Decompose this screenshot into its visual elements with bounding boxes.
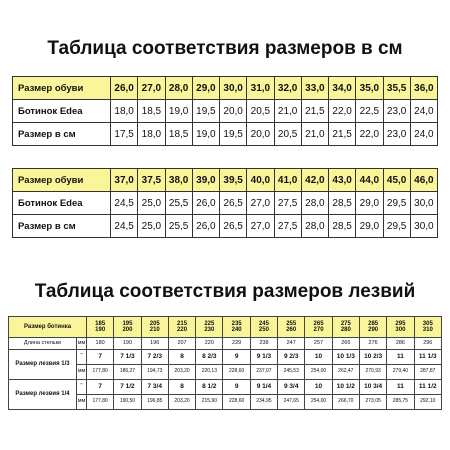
size-cell: 24,5 [111,215,138,238]
size-cell: 21,5 [329,123,356,146]
size-cell: 19,5 [220,123,247,146]
size-cell: 29,0 [356,215,383,238]
size-cell: 35,0 [356,77,383,100]
boot-size-cell: 275 280 [332,317,359,338]
size-cell: 27,5 [274,215,301,238]
blade13-label: Размер лезвия 1/3 [9,350,77,380]
blade14-inch-cell: 8 [168,380,195,395]
insole-cell: 286 [387,338,414,350]
size-cell: 36,0 [410,77,437,100]
blade14-inch-row [9,380,442,395]
insole-cell: 238 [250,338,277,350]
size-cell: 29,0 [192,77,219,100]
boot-size-cell: 295 300 [387,317,414,338]
blade13-inch-cell: 7 [87,350,114,365]
size-cell: 25,0 [138,192,165,215]
size-cell: 29,5 [383,192,410,215]
size-row [13,123,438,146]
insole-label: Длина стельки [9,338,77,350]
blade14-inch-cell: 11 [387,380,414,395]
blade13-mm-cell: 279,40 [387,365,414,380]
blade14-inch-cell: 10 [305,380,332,395]
size-cell: 24,0 [410,123,437,146]
blade14-inch-cell: 10 3/4 [359,380,386,395]
blade13-mm-cell: 254,00 [305,365,332,380]
size-cell: 30,0 [220,77,247,100]
size-cell: 28,0 [165,77,192,100]
row-label: Размер в см [13,215,111,238]
size-cell: 24,5 [111,192,138,215]
boot-size-cell: 255 260 [278,317,305,338]
size-cell: 34,0 [329,77,356,100]
size-cell: 19,5 [192,100,219,123]
blade13-mm-cell: 270,93 [359,365,386,380]
size-cell: 29,0 [356,192,383,215]
blade13-inch-cell: 10 [305,350,332,365]
blade14-mm-cell: 196,85 [141,395,168,410]
blade14-inch-cell: 8 1/2 [196,380,223,395]
size-cell: 32,0 [274,77,301,100]
blade13-inch-row [9,350,442,365]
blade13-inch-cell: 10 1/3 [332,350,359,365]
size-cell: 22,0 [329,100,356,123]
size-cell: 19,0 [192,123,219,146]
blade13-inch-unit: " [77,350,87,365]
size-row [13,169,438,192]
blade14-mm-cell: 273,05 [359,395,386,410]
blade13-mm-cell: 194,73 [141,365,168,380]
insole-cell: 276 [359,338,386,350]
blade14-inch-cell: 7 1/2 [114,380,141,395]
boot-size-cell: 285 290 [359,317,386,338]
insole-cell: 220 [196,338,223,350]
boot-size-cell: 195 200 [114,317,141,338]
blade13-inch-cell: 7 1/3 [114,350,141,365]
blade14-inch-cell: 10 1/2 [332,380,359,395]
blade14-mm-unit: мм [77,395,87,410]
blade13-inch-cell: 7 2/3 [141,350,168,365]
size-cell: 26,5 [220,192,247,215]
size-cell: 30,0 [410,215,437,238]
size-cell: 46,0 [410,169,437,192]
blade13-mm-cell: 177,80 [87,365,114,380]
blade14-mm-cell: 203,20 [168,395,195,410]
blade-size-table [8,316,442,410]
size-cell: 26,0 [192,215,219,238]
size-cell: 19,0 [165,100,192,123]
size-cell: 33,0 [301,77,328,100]
size-cell: 41,0 [274,169,301,192]
boot-size-cell: 265 270 [305,317,332,338]
size-cell: 25,5 [165,192,192,215]
boot-size-cell: 245 250 [250,317,277,338]
size-cell: 28,5 [329,215,356,238]
blade14-mm-cell: 177,80 [87,395,114,410]
size-cell: 25,5 [165,215,192,238]
size-cell: 23,0 [383,123,410,146]
blade14-mm-cell: 285,75 [387,395,414,410]
size-cell: 37,0 [111,169,138,192]
boot-size-cell: 185 190 [87,317,114,338]
size-cell: 40,0 [247,169,274,192]
size-cell: 21,5 [301,100,328,123]
insole-cell: 190 [114,338,141,350]
boot-size-cell: 215 220 [168,317,195,338]
blade13-inch-cell: 9 1/3 [250,350,277,365]
blade13-mm-cell: 262,47 [332,365,359,380]
size-cell: 45,0 [383,169,410,192]
size-cell: 17,5 [111,123,138,146]
size-cell: 18,5 [138,100,165,123]
size-cell: 22,0 [356,123,383,146]
insole-cell: 180 [87,338,114,350]
size-cell: 37,5 [138,169,165,192]
size-cell: 28,5 [329,192,356,215]
size-cell: 28,0 [301,215,328,238]
size-cell: 26,0 [192,192,219,215]
row-label: Размер обуви [13,169,111,192]
blade13-inch-cell: 8 2/3 [196,350,223,365]
size-table-title: Таблица соответствия размеров в см [47,38,403,59]
size-cell: 27,5 [274,192,301,215]
blade14-mm-cell: 292,10 [414,395,441,410]
blade13-mm-cell: 245,53 [278,365,305,380]
size-row [13,192,438,215]
blade13-inch-cell: 10 2/3 [359,350,386,365]
insole-cell: 266 [332,338,359,350]
blade14-mm-cell: 215,90 [196,395,223,410]
blade13-mm-cell: 287,87 [414,365,441,380]
blade13-inch-cell: 9 [223,350,250,365]
size-cell: 28,0 [301,192,328,215]
boot-size-cell: 305 310 [414,317,441,338]
blade13-mm-cell: 228,60 [223,365,250,380]
size-row [13,77,438,100]
size-cell: 20,0 [220,100,247,123]
blade14-inch-cell: 7 3/4 [141,380,168,395]
blade13-inch-cell: 11 [387,350,414,365]
size-cell: 38,0 [165,169,192,192]
shoe-size-table-1 [12,76,438,146]
blade13-mm-cell: 220,13 [196,365,223,380]
blade13-mm-unit: мм [77,365,87,380]
size-cell: 43,0 [329,169,356,192]
blade14-mm-cell: 190,50 [114,395,141,410]
size-row [13,100,438,123]
size-cell: 35,5 [383,77,410,100]
row-label: Размер в см [13,123,111,146]
row-label: Ботинок Edea [13,192,111,215]
size-cell: 31,0 [247,77,274,100]
insole-cell: 196 [141,338,168,350]
size-cell: 29,5 [383,215,410,238]
size-cell: 21,0 [301,123,328,146]
size-cell: 27,0 [138,77,165,100]
blade14-mm-cell: 266,70 [332,395,359,410]
blade-table-title: Таблица соответствия размеров лезвий [34,281,416,302]
size-cell: 39,0 [192,169,219,192]
size-cell: 18,5 [165,123,192,146]
row-label: Размер обуви [13,77,111,100]
row-label: Ботинок Edea [13,100,111,123]
blade14-inch-cell: 9 1/4 [250,380,277,395]
size-cell: 30,0 [410,192,437,215]
blade14-mm-cell: 228,60 [223,395,250,410]
size-cell: 20,5 [274,123,301,146]
size-cell: 21,0 [274,100,301,123]
size-row [13,215,438,238]
blade13-mm-cell: 203,20 [168,365,195,380]
insole-cell: 257 [305,338,332,350]
size-cell: 44,0 [356,169,383,192]
size-cell: 20,0 [247,123,274,146]
blade13-inch-cell: 8 [168,350,195,365]
size-cell: 42,0 [301,169,328,192]
insole-cell: 296 [414,338,441,350]
blade14-inch-cell: 7 [87,380,114,395]
insole-cell: 247 [278,338,305,350]
blade14-mm-cell: 247,65 [278,395,305,410]
blade14-inch-cell: 9 [223,380,250,395]
size-cell: 20,5 [247,100,274,123]
size-cell: 18,0 [138,123,165,146]
size-cell: 27,0 [247,192,274,215]
size-cell: 27,0 [247,215,274,238]
insole-cell: 207 [168,338,195,350]
blade13-inch-cell: 11 1/3 [414,350,441,365]
size-cell: 26,0 [111,77,138,100]
blade14-mm-cell: 234,95 [250,395,277,410]
blade14-inch-unit: " [77,380,87,395]
boot-size-label: Размер ботинка [9,317,87,338]
blade14-inch-cell: 11 1/2 [414,380,441,395]
size-cell: 25,0 [138,215,165,238]
blade14-inch-cell: 9 3/4 [278,380,305,395]
insole-row [9,338,442,350]
blade13-mm-cell: 186,27 [114,365,141,380]
blade13-inch-cell: 9 2/3 [278,350,305,365]
blade13-mm-cell: 237,07 [250,365,277,380]
shoe-size-table-2 [12,168,438,238]
boot-size-cell: 225 230 [196,317,223,338]
blade14-mm-cell: 254,00 [305,395,332,410]
boot-size-row [9,317,442,338]
size-cell: 26,5 [220,215,247,238]
size-cell: 39,5 [220,169,247,192]
boot-size-cell: 205 210 [141,317,168,338]
blade14-label: Размер лезвия 1/4 [9,380,77,410]
insole-unit: мм [77,338,87,350]
size-cell: 18,0 [111,100,138,123]
insole-cell: 229 [223,338,250,350]
boot-size-cell: 235 240 [223,317,250,338]
size-cell: 22,5 [356,100,383,123]
size-cell: 23,0 [383,100,410,123]
size-cell: 24,0 [410,100,437,123]
